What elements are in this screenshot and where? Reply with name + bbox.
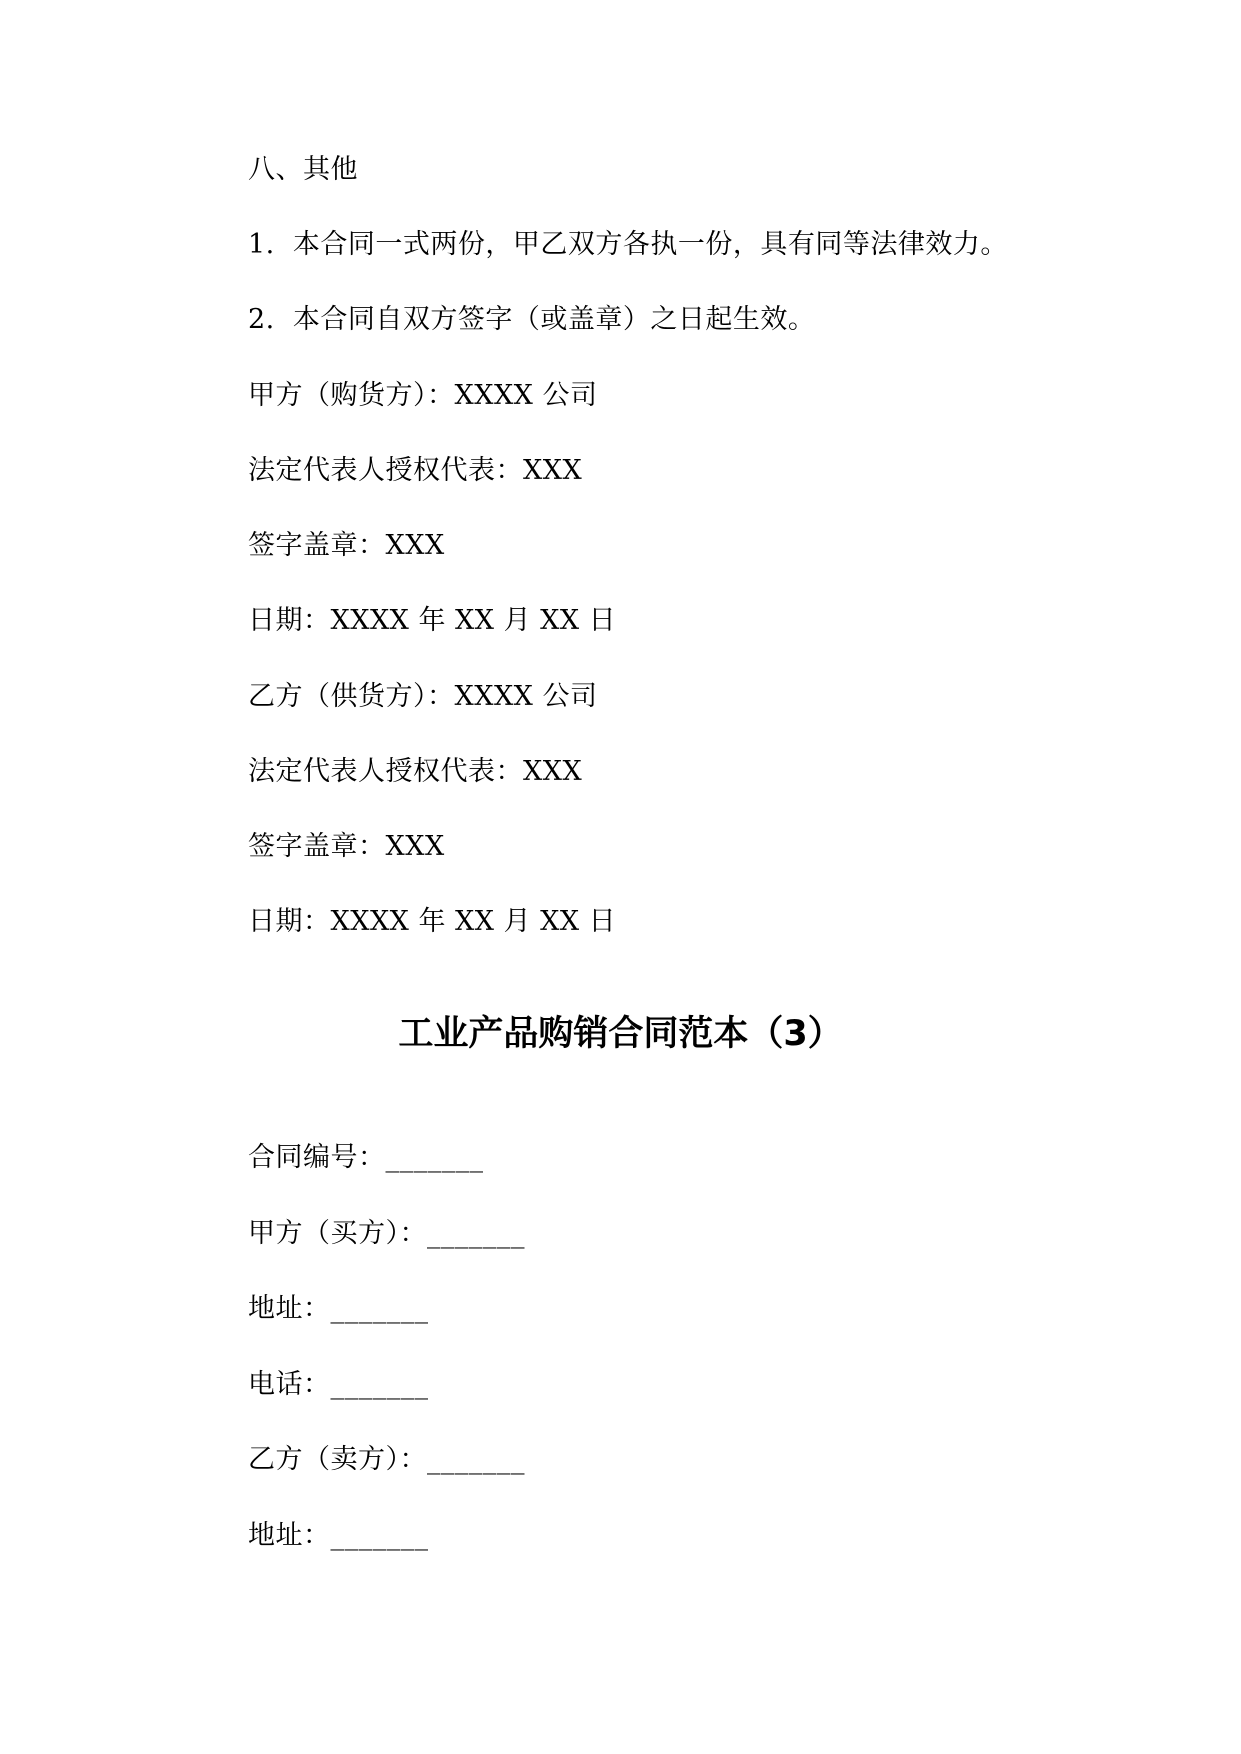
contract-title: 工业产品购销合同范本（3） xyxy=(398,1014,843,1054)
buyer-address: 地址：_______ xyxy=(248,1293,429,1324)
party-b-signature: 签字盖章：XXX xyxy=(248,831,445,862)
party-a-name: 甲方（购货方）：XXXX 公司 xyxy=(248,380,598,411)
clause-item-2: 2. 本合同自双方签字（或盖章）之日起生效。 xyxy=(248,304,816,335)
seller-name: 乙方（卖方）：_______ xyxy=(248,1444,525,1475)
buyer-name: 甲方（买方）：_______ xyxy=(248,1218,525,1249)
party-b-date: 日期：XXXX 年 XX 月 XX 日 xyxy=(248,906,617,937)
party-a-representative: 法定代表人授权代表：XXX xyxy=(248,455,583,486)
party-a-signature: 签字盖章：XXX xyxy=(248,530,445,561)
party-b-name: 乙方（供货方）：XXXX 公司 xyxy=(248,681,598,712)
seller-address: 地址：_______ xyxy=(248,1520,429,1551)
party-a-date: 日期：XXXX 年 XX 月 XX 日 xyxy=(248,605,617,636)
party-b-representative: 法定代表人授权代表：XXX xyxy=(248,756,583,787)
section-heading: 八、其他 xyxy=(248,154,358,185)
buyer-phone: 电话：_______ xyxy=(248,1369,429,1400)
clause-item-1: 1. 本合同一式两份，甲乙双方各执一份，具有同等法律效力。 xyxy=(248,229,1008,260)
contract-number: 合同编号：_______ xyxy=(248,1142,484,1173)
